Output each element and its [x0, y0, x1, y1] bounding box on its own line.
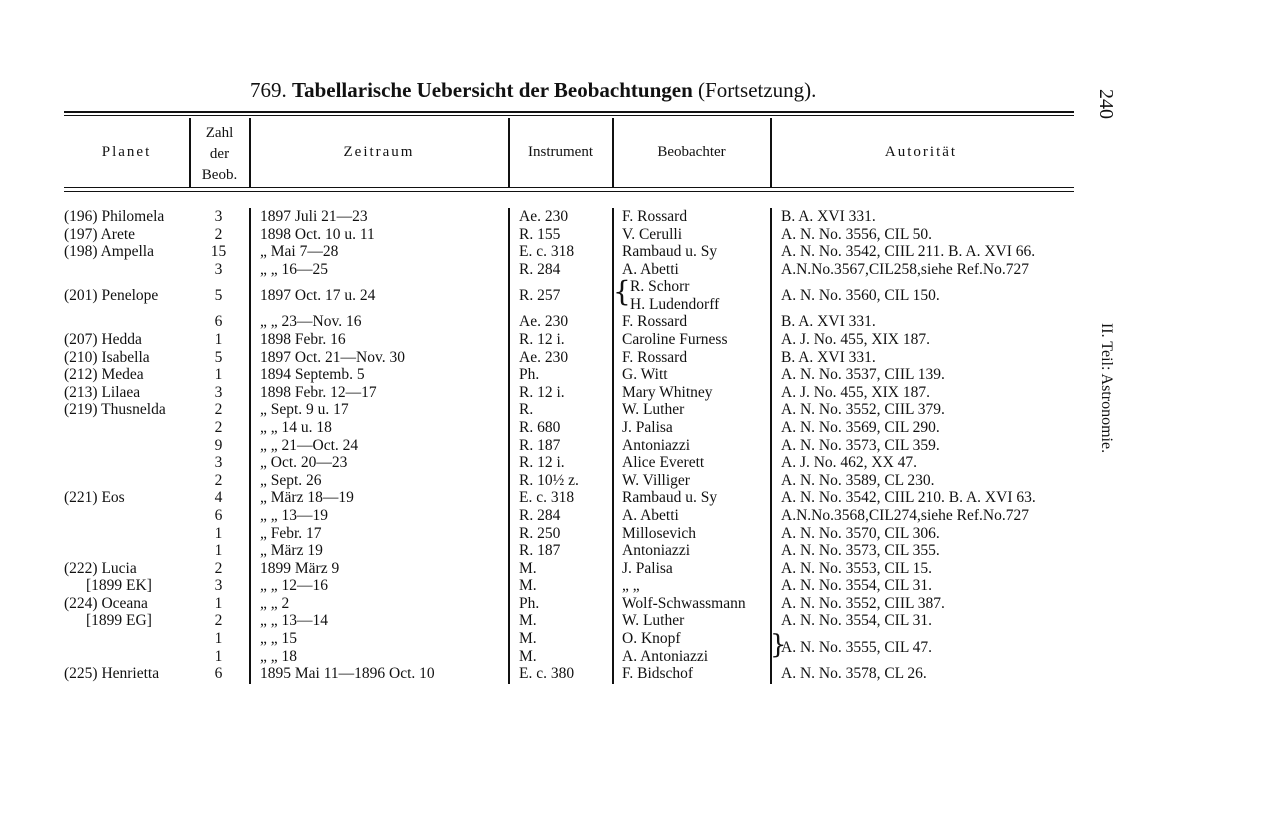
autoritaet-cell: B. A. XVI 331.	[781, 348, 876, 366]
planet-cell: (201) Penelope	[64, 287, 159, 305]
instrument-cell: R. 680	[519, 418, 561, 436]
beobachter-cell: Antoniazzi	[622, 542, 691, 560]
beobachter-cell: A. Abetti	[622, 260, 679, 278]
beobachter-cell: A. Antoniazzi	[622, 647, 709, 665]
instrument-cell: E. c. 380	[519, 665, 575, 683]
beobachter-cell: Wolf-Schwassmann	[622, 594, 746, 612]
count-cell: 1	[214, 630, 223, 648]
count-cell: 2	[214, 612, 223, 630]
count-cell: 1	[214, 524, 223, 542]
count-cell: 15	[210, 243, 227, 261]
autoritaet-cell: A. J. No. 455, XIX 187.	[781, 383, 930, 401]
zeitraum-cell: 1898 Febr. 16	[260, 330, 346, 348]
planet-cell: (212) Medea	[64, 366, 144, 384]
header-count-line1: Zahl	[205, 125, 234, 141]
autoritaet-cell: B. A. XVI 331.	[781, 208, 876, 225]
instrument-cell: R. 284	[519, 506, 561, 524]
count-cell: 9	[214, 436, 223, 454]
zeitraum-cell: „ März 19	[260, 542, 323, 560]
autoritaet-cell: A. N. No. 3573, CIL 355.	[781, 542, 940, 560]
brace-knopf: }	[770, 630, 787, 660]
header-count-line3: Beob.	[201, 167, 238, 183]
count-cell: 6	[214, 313, 223, 331]
page-number: 240	[1095, 89, 1117, 119]
instrument-cell: R. 12 i.	[519, 454, 565, 472]
zeitraum-cell: „ Febr. 17	[260, 524, 322, 542]
table-row	[0, 454, 1275, 472]
count-cell: 4	[214, 489, 223, 507]
zeitraum-cell: „ „ 2	[260, 594, 290, 612]
beobachter-cell: Alice Everett	[622, 454, 705, 472]
zeitraum-cell: „ „ 14 u. 18	[260, 418, 332, 436]
planet-cell: (196) Philomela	[64, 208, 165, 225]
count-cell: 2	[214, 471, 223, 489]
title-suffix: (Fortsetzung).	[698, 78, 817, 102]
table-row	[0, 472, 1275, 490]
count-cell: 1	[214, 594, 223, 612]
header-zeitraum: Zeitraum	[343, 144, 415, 160]
zeitraum-cell: „ „ 13—19	[260, 506, 329, 524]
header-planet: Planet	[101, 144, 152, 160]
planet-cell: (222) Lucia	[64, 559, 137, 577]
zeitraum-cell: 1898 Febr. 12—17	[260, 383, 377, 401]
beobachter-cell: A. Abetti	[622, 506, 679, 524]
table-row	[0, 419, 1275, 437]
table-row	[0, 226, 1275, 244]
autoritaet-cell: A. N. No. 3542, CIIL 210. B. A. XVI 63.	[781, 489, 1036, 507]
beobachter-cell: Rambaud u. Sy	[622, 489, 718, 507]
table-row	[0, 595, 1275, 613]
beobachter-cell: W. Villiger	[622, 471, 690, 489]
planet-cell: (225) Henrietta	[64, 665, 160, 683]
count-cell: 1	[214, 542, 223, 560]
beobachter-cell: Antoniazzi	[622, 436, 691, 454]
autoritaet-cell: A. N. No. 3552, CIIL 379.	[781, 401, 945, 419]
instrument-cell: E. c. 318	[519, 489, 575, 507]
zeitraum-cell: 1894 Septemb. 5	[260, 366, 365, 384]
zeitraum-cell: „ „ 13—14	[260, 612, 329, 630]
count-cell: 1	[214, 647, 223, 665]
table-row	[0, 384, 1275, 402]
zeitraum-cell: „ März 18—19	[260, 489, 354, 507]
planet-cell: [1899 EG]	[86, 612, 152, 630]
instrument-cell: R. 155	[519, 225, 561, 243]
beobachter-cell: Millosevich	[622, 524, 697, 542]
zeitraum-cell: „ „ 18	[260, 647, 298, 665]
zeitraum-cell: „ Sept. 26	[260, 471, 322, 489]
zeitraum-cell: 1895 Mai 11—1896 Oct. 10	[260, 665, 435, 683]
table-row	[0, 489, 1275, 507]
table-row	[0, 437, 1275, 455]
instrument-cell: R. 187	[519, 542, 561, 560]
beobachter-cell: Mary Whitney	[622, 383, 713, 401]
count-cell: 2	[214, 418, 223, 436]
instrument-cell: R.	[519, 401, 534, 419]
running-head: II. Teil: Astronomie.	[1098, 322, 1115, 454]
table-row	[0, 208, 1275, 226]
count-cell: 5	[214, 287, 223, 305]
instrument-cell: M.	[519, 577, 537, 595]
beobachter-cell: W. Luther	[622, 401, 685, 419]
beobachter-cell: F. Rossard	[622, 208, 688, 225]
planet-cell: (198) Ampella	[64, 243, 154, 261]
beobachter-cell-second: H. Ludendorff	[630, 295, 720, 313]
count-cell: 2	[214, 559, 223, 577]
autoritaet-cell: A. N. No. 3554, CIL 31.	[781, 612, 932, 630]
count-cell: 3	[214, 577, 223, 595]
instrument-cell: Ae. 230	[519, 208, 569, 225]
autoritaet-cell: A. N. No. 3560, CIL 150.	[781, 287, 940, 305]
title-bold: Tabellarische Uebersicht der Beobachtungen	[292, 78, 693, 102]
beobachter-cell: F. Bidschof	[622, 665, 694, 683]
autoritaet-cell: A. N. No. 3589, CL 230.	[781, 471, 935, 489]
autoritaet-cell: A. N. No. 3542, CIIL 211. B. A. XVI 66.	[781, 243, 1036, 261]
header-beobachter: Beobachter	[657, 144, 726, 160]
count-cell: 5	[214, 348, 223, 366]
autoritaet-cell: A. N. No. 3555, CIL 47.	[781, 639, 932, 657]
top-rule-thin	[64, 115, 1074, 116]
instrument-cell: R. 12 i.	[519, 330, 565, 348]
table-row	[0, 261, 1275, 279]
count-cell: 1	[214, 330, 223, 348]
beobachter-cell: G. Witt	[622, 366, 668, 384]
table-row	[0, 542, 1275, 560]
planet-cell: (219) Thusnelda	[64, 401, 166, 419]
autoritaet-cell: A. J. No. 462, XX 47.	[781, 454, 918, 472]
count-cell: 3	[214, 383, 223, 401]
instrument-cell: R. 284	[519, 260, 561, 278]
zeitraum-cell: „ Oct. 20—23	[260, 454, 348, 472]
count-cell: 3	[214, 208, 223, 225]
beobachter-cell: „ „	[622, 577, 640, 595]
instrument-cell: M.	[519, 612, 537, 630]
beobachter-cell: R. Schorr	[630, 278, 690, 296]
instrument-cell: Ph.	[519, 594, 540, 612]
zeitraum-cell: 1897 Oct. 21—Nov. 30	[260, 348, 405, 366]
table-row	[0, 275, 1275, 313]
beobachter-cell: Caroline Furness	[622, 330, 728, 348]
count-cell: 2	[214, 401, 223, 419]
table-row	[0, 577, 1275, 595]
planet-cell: (210) Isabella	[64, 348, 150, 366]
planet-cell: (207) Hedda	[64, 330, 142, 348]
zeitraum-cell: „ „ 21—Oct. 24	[260, 436, 359, 454]
page-title	[250, 78, 816, 102]
table-row	[0, 648, 1275, 666]
table-body	[0, 208, 1275, 683]
zeitraum-cell: „ „ 16—25	[260, 260, 329, 278]
instrument-cell: R. 187	[519, 436, 561, 454]
table-row	[0, 612, 1275, 630]
table-row	[0, 349, 1275, 367]
count-cell: 1	[214, 366, 223, 384]
instrument-cell: R. 12 i.	[519, 383, 565, 401]
autoritaet-cell: A.N.No.3567,CIL258,siehe Ref.No.727	[781, 260, 1029, 278]
autoritaet-cell: A. N. No. 3569, CIL 290.	[781, 418, 940, 436]
instrument-cell: Ae. 230	[519, 313, 569, 331]
beobachter-cell: V. Cerulli	[622, 225, 682, 243]
beobachter-cell: F. Rossard	[622, 313, 688, 331]
instrument-cell: Ae. 230	[519, 348, 569, 366]
beobachter-cell: J. Palisa	[622, 418, 673, 436]
header-instrument: Instrument	[528, 144, 593, 160]
autoritaet-cell: A. N. No. 3554, CIL 31.	[781, 577, 932, 595]
table-row	[0, 366, 1275, 384]
planet-cell: (213) Lilaea	[64, 383, 141, 401]
top-rule	[64, 111, 1074, 113]
header-autoritaet: Autorität	[884, 144, 958, 160]
instrument-cell: Ph.	[519, 366, 540, 384]
instrument-cell: M.	[519, 630, 537, 648]
zeitraum-cell: „ Sept. 9 u. 17	[260, 401, 349, 419]
table-row	[0, 243, 1275, 261]
autoritaet-cell: A. N. No. 3570, CIL 306.	[781, 524, 940, 542]
header-bottom-rule	[64, 187, 1074, 188]
autoritaet-cell: B. A. XVI 331.	[781, 313, 876, 331]
count-cell: 2	[214, 225, 223, 243]
planet-cell: (197) Arete	[64, 225, 136, 243]
count-cell: 6	[214, 665, 223, 683]
table-row	[0, 507, 1275, 525]
beobachter-cell: J. Palisa	[622, 559, 673, 577]
section-number: 769.	[250, 78, 287, 102]
zeitraum-cell: 1898 Oct. 10 u. 11	[260, 225, 375, 243]
autoritaet-cell: A. J. No. 455, XIX 187.	[781, 330, 930, 348]
instrument-cell: E. c. 318	[519, 243, 575, 261]
header-bottom-rule-thin	[64, 191, 1074, 192]
table-row	[0, 560, 1275, 578]
header-count-line2: der	[209, 146, 230, 162]
planet-cell: (221) Eos	[64, 489, 125, 507]
autoritaet-cell: A. N. No. 3553, CIL 15.	[781, 559, 932, 577]
zeitraum-cell: 1897 Oct. 17 u. 24	[260, 287, 376, 305]
instrument-cell: R. 257	[519, 287, 561, 305]
table-row	[0, 331, 1275, 349]
table-row	[0, 525, 1275, 543]
instrument-cell: M.	[519, 559, 537, 577]
beobachter-cell: Rambaud u. Sy	[622, 243, 718, 261]
zeitraum-cell: „ „ 12—16	[260, 577, 329, 595]
table-row	[0, 313, 1275, 331]
beobachter-cell: O. Knopf	[622, 630, 681, 648]
instrument-cell: R. 250	[519, 524, 561, 542]
beobachter-cell: F. Rossard	[622, 348, 688, 366]
zeitraum-cell: 1897 Juli 21—23	[260, 208, 368, 225]
autoritaet-cell: A. N. No. 3537, CIIL 139.	[781, 366, 945, 384]
zeitraum-cell: „ „ 15	[260, 630, 298, 648]
brace-penelope: {	[613, 275, 631, 308]
count-cell: 3	[214, 454, 223, 472]
zeitraum-cell: „ „ 23—Nov. 16	[260, 313, 362, 331]
autoritaet-cell: A. N. No. 3552, CIIL 387.	[781, 594, 945, 612]
autoritaet-cell: A. N. No. 3578, CL 26.	[781, 665, 927, 683]
instrument-cell: M.	[519, 647, 537, 665]
autoritaet-cell: A. N. No. 3573, CIL 359.	[781, 436, 940, 454]
zeitraum-cell: 1899 März 9	[260, 559, 340, 577]
count-cell: 3	[214, 260, 223, 278]
table-row	[0, 401, 1275, 419]
beobachter-cell: W. Luther	[622, 612, 685, 630]
planet-cell: (224) Oceana	[64, 594, 148, 612]
table-row	[0, 665, 1275, 683]
planet-cell: [1899 EK]	[86, 577, 152, 595]
autoritaet-cell: A.N.No.3568,CIL274,siehe Ref.No.727	[781, 506, 1029, 524]
zeitraum-cell: „ Mai 7—28	[260, 243, 339, 261]
instrument-cell: R. 10½ z.	[519, 471, 579, 489]
count-cell: 6	[214, 506, 223, 524]
autoritaet-cell: A. N. No. 3556, CIL 50.	[781, 225, 932, 243]
